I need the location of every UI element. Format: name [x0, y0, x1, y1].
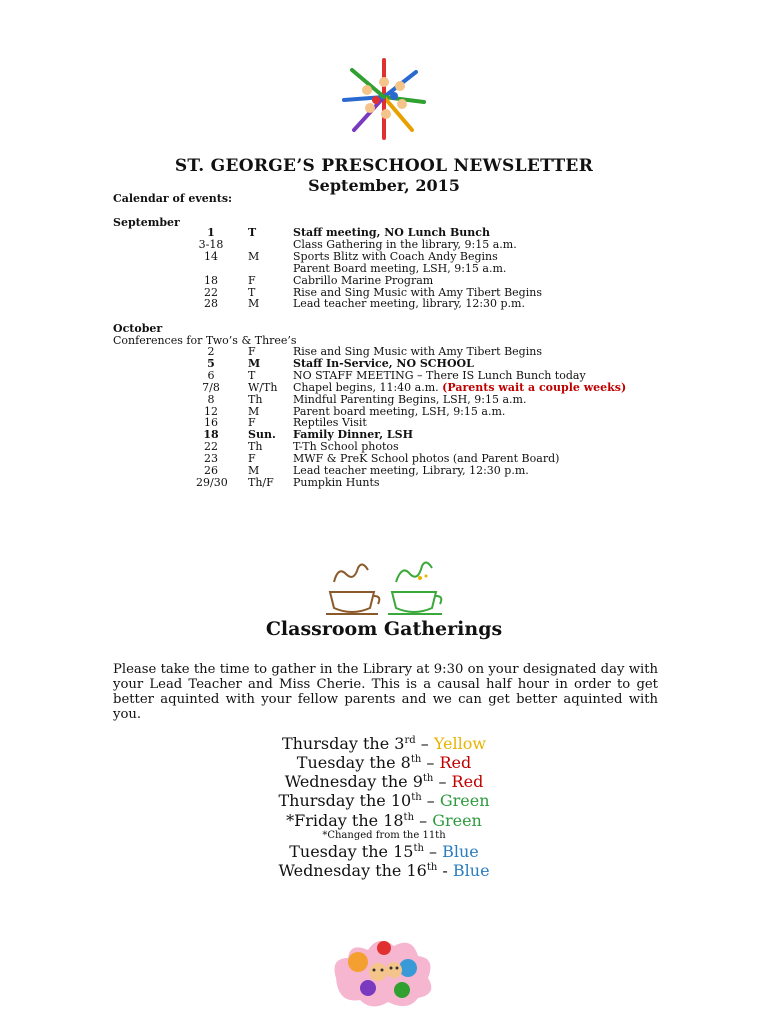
event-text: Lead teacher meeting, Library, 12:30 p.m. — [293, 464, 529, 477]
event-date: 26 — [204, 464, 218, 477]
schedule-day: Tuesday the 15 — [289, 842, 414, 861]
event-date: 16 — [204, 416, 218, 430]
schedule-line — [0, 812, 768, 830]
event-weekday: T — [248, 285, 256, 299]
class-color-label: Green — [439, 791, 490, 810]
schedule-separator: – — [423, 842, 443, 861]
event-date: 18 — [204, 273, 218, 287]
event-date: 28 — [204, 297, 218, 311]
event-date: 5 — [207, 356, 215, 370]
event-weekday: T — [248, 368, 256, 382]
schedule-day: Thursday the 3 — [281, 734, 405, 753]
class-color-label: Red — [451, 772, 484, 791]
event-weekday: Th/F — [248, 475, 274, 489]
event-text: Parent board meeting, LSH, 9:15 a.m. — [293, 404, 506, 418]
event-description — [293, 477, 380, 489]
ordinal-suffix: rd — [404, 735, 416, 746]
calendar-row — [0, 465, 768, 477]
schedule-line — [0, 754, 768, 772]
ordinal-suffix: th — [422, 773, 434, 784]
schedule-line — [0, 735, 768, 753]
ordinal-suffix: th — [411, 792, 422, 803]
event-date: 18 — [203, 428, 219, 442]
event-text: Sports Blitz with Coach Andy Begins — [293, 249, 498, 263]
kids-paint-splash-icon — [328, 928, 438, 1010]
event-text: Pumpkin Hunts — [293, 475, 380, 489]
schedule-separator: – — [433, 772, 452, 791]
event-date: 3-18 — [198, 237, 224, 251]
schedule-day: Tuesday the 8 — [296, 753, 411, 772]
event-weekday: F — [248, 416, 256, 430]
event-date: 7/8 — [202, 380, 220, 394]
schedule-separator: - — [437, 861, 453, 880]
event-date: 14 — [204, 249, 218, 263]
newsletter-title: ST. GEORGE’S PRESCHOOL NEWSLETTER — [174, 156, 594, 176]
calendar-row — [0, 298, 768, 310]
gatherings-paragraph: Please take the time to gather in the Library at 9:30 on your designated day with your Lead Teacher and Miss Cherie. This is a causal half hour in order to get better aquinted with your fellow parents and we can get better aquinted with you. — [113, 662, 658, 722]
event-weekday: M — [248, 297, 260, 311]
schedule-day: *Friday the 18 — [286, 811, 404, 830]
changed-note: *Changed from the 11th — [322, 830, 446, 841]
event-text: Rise and Sing Music with Amy Tibert Begins — [293, 285, 542, 299]
event-date: 1 — [207, 226, 215, 239]
event-text: Reptiles Visit — [293, 416, 367, 430]
event-date: 22 — [204, 440, 218, 454]
ordinal-suffix: th — [413, 843, 424, 854]
event-date: 12 — [204, 404, 218, 418]
schedule-separator: – — [421, 791, 440, 810]
event-text: T-Th School photos — [293, 440, 399, 454]
september-label: September — [113, 216, 180, 229]
event-weekday: Sun. — [248, 428, 276, 442]
classroom-gatherings-heading: Classroom Gatherings — [265, 618, 503, 640]
ordinal-suffix: th — [403, 812, 415, 823]
event-text: Mindful Parenting Begins, LSH, 9:15 a.m. — [293, 392, 527, 406]
ordinal-suffix: th — [410, 754, 422, 765]
calendar-row — [0, 477, 768, 489]
event-weekday: Th — [248, 392, 263, 406]
event-text: Staff meeting, NO Lunch Bunch — [293, 226, 490, 239]
schedule-day: Wednesday the 16 — [278, 861, 427, 880]
event-text: NO STAFF MEETING – There IS Lunch Bunch today — [293, 368, 586, 382]
event-weekday: F — [248, 452, 256, 466]
schedule-line — [0, 773, 768, 791]
event-date: 2 — [207, 345, 215, 358]
event-date: 8 — [207, 392, 215, 406]
event-text: Lead teacher meeting, library, 12:30 p.m. — [293, 297, 525, 311]
event-weekday: M — [248, 249, 260, 263]
event-text: Chapel begins, 11:40 a.m. — [293, 380, 439, 394]
event-date: 22 — [204, 285, 218, 299]
event-weekday: M — [248, 464, 260, 477]
event-date: 6 — [207, 368, 215, 382]
newsletter-date: September, 2015 — [308, 176, 460, 195]
event-text: MWF & PreK School photos (and Parent Board) — [293, 452, 560, 466]
event-text: Staff In-Service, NO SCHOOL — [293, 356, 474, 370]
class-color-label: Blue — [452, 861, 490, 880]
schedule-line — [0, 843, 768, 861]
event-weekday: M — [248, 404, 260, 418]
october-label: October — [113, 322, 163, 335]
event-text: Cabrillo Marine Program — [293, 273, 434, 287]
calendar-row — [0, 406, 768, 418]
event-text: Family Dinner, LSH — [293, 428, 413, 442]
class-color-label: Yellow — [433, 734, 487, 753]
event-weekday: F — [248, 273, 256, 287]
event-description — [293, 298, 525, 310]
event-text: Class Gathering in the library, 9:15 a.m. — [293, 237, 517, 251]
event-text: Parent Board meeting, LSH, 9:15 a.m. — [293, 261, 507, 275]
class-color-label: Blue — [442, 842, 479, 861]
schedule-day: Wednesday the 9 — [284, 772, 423, 791]
event-weekday: W/Th — [248, 380, 278, 394]
event-note: (Parents wait a couple weeks) — [442, 380, 627, 394]
event-date: 29/30 — [196, 475, 228, 489]
event-weekday: Th — [248, 440, 263, 454]
calendar-heading: Calendar of events: — [113, 192, 233, 205]
children-circle-icon — [334, 52, 434, 142]
schedule-separator: – — [421, 753, 440, 772]
schedule-day: Thursday the 10 — [278, 791, 412, 810]
coffee-cups-icon — [320, 548, 448, 620]
event-text: Rise and Sing Music with Amy Tibert Begins — [293, 345, 542, 358]
ordinal-suffix: th — [426, 862, 438, 873]
schedule-line — [0, 792, 768, 810]
class-color-label: Red — [439, 753, 472, 772]
schedule-line — [0, 862, 768, 880]
event-weekday: F — [248, 345, 256, 358]
event-date: 23 — [204, 452, 218, 466]
event-weekday: M — [248, 356, 261, 370]
october-note: Conferences for Two’s & Three’s — [113, 334, 297, 347]
schedule-separator: – — [415, 734, 434, 753]
schedule-separator: – — [414, 811, 433, 830]
class-color-label: Green — [432, 811, 482, 830]
event-weekday: T — [248, 226, 257, 239]
